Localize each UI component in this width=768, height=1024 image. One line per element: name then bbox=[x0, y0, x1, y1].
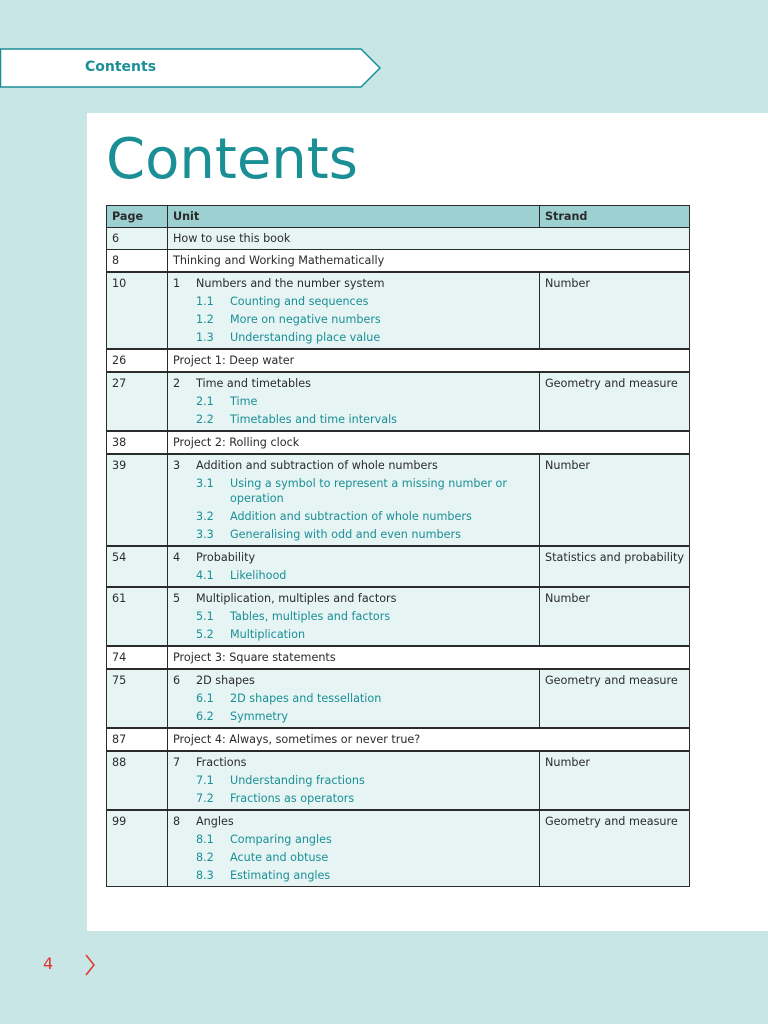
row-page-number: 99 bbox=[107, 810, 168, 887]
subunit-item bbox=[173, 294, 534, 309]
subunit-item bbox=[173, 868, 534, 883]
header-strand: Strand bbox=[540, 206, 690, 228]
unit-title: Angles bbox=[196, 815, 234, 828]
subunit-number: 4.1 bbox=[196, 569, 214, 582]
row-unit bbox=[168, 810, 540, 887]
table-row bbox=[107, 431, 690, 454]
row-page-number: 74 bbox=[107, 646, 168, 669]
contents-sheet bbox=[87, 113, 768, 931]
table-row bbox=[107, 349, 690, 372]
row-page-number: 26 bbox=[107, 349, 168, 372]
subunit-number: 1.1 bbox=[196, 295, 214, 308]
row-page-number: 38 bbox=[107, 431, 168, 454]
subunit-item bbox=[173, 476, 534, 506]
row-unit bbox=[168, 372, 540, 431]
table-row bbox=[107, 810, 690, 887]
subunit-title: Understanding fractions bbox=[230, 774, 365, 787]
row-page-number: 27 bbox=[107, 372, 168, 431]
subunit-item bbox=[173, 412, 534, 427]
unit-number: 7 bbox=[173, 756, 181, 769]
row-strand: Number bbox=[540, 751, 690, 810]
subunit-item bbox=[173, 791, 534, 806]
subunit-number: 5.2 bbox=[196, 628, 214, 641]
header-page: Page bbox=[107, 206, 168, 228]
table-row bbox=[107, 454, 690, 546]
row-unit bbox=[168, 587, 540, 646]
unit-heading bbox=[173, 276, 534, 291]
page-title: Contents bbox=[106, 127, 358, 192]
unit-heading bbox=[173, 814, 534, 829]
tab-arrow-shape bbox=[0, 48, 382, 90]
row-unit bbox=[168, 546, 540, 587]
subunit-title: Comparing angles bbox=[230, 833, 332, 846]
row-unit bbox=[168, 669, 540, 728]
subunit-number: 6.2 bbox=[196, 710, 214, 723]
row-strand: Geometry and measure bbox=[540, 669, 690, 728]
subunit-title: Understanding place value bbox=[230, 331, 381, 344]
subunit-number: 8.3 bbox=[196, 869, 214, 882]
unit-title: Fractions bbox=[196, 756, 247, 769]
row-strand: Geometry and measure bbox=[540, 372, 690, 431]
row-page-number: 87 bbox=[107, 728, 168, 751]
subunit-title: Generalising with odd and even numbers bbox=[230, 528, 461, 541]
row-page-number: 39 bbox=[107, 454, 168, 546]
subunit-item bbox=[173, 330, 534, 345]
subunit-number: 6.1 bbox=[196, 692, 214, 705]
subunit-item bbox=[173, 832, 534, 847]
subunit-item bbox=[173, 691, 534, 706]
row-page-number: 88 bbox=[107, 751, 168, 810]
contents-table-body bbox=[107, 228, 690, 887]
subunit-number: 3.3 bbox=[196, 528, 214, 541]
subunit-title: Likelihood bbox=[230, 569, 287, 582]
row-page-number: 54 bbox=[107, 546, 168, 587]
subunit-title: More on negative numbers bbox=[230, 313, 381, 326]
subunit-title: Timetables and time intervals bbox=[230, 413, 398, 426]
subunit-title: Multiplication bbox=[230, 628, 306, 641]
subunit-item bbox=[173, 627, 534, 642]
row-strand: Number bbox=[540, 587, 690, 646]
subunit-item bbox=[173, 509, 534, 524]
row-title: Thinking and Working Mathematically bbox=[168, 250, 690, 273]
subunit-number: 2.1 bbox=[196, 395, 214, 408]
unit-number: 1 bbox=[173, 277, 181, 290]
unit-number: 5 bbox=[173, 592, 181, 605]
unit-title: Time and timetables bbox=[196, 377, 311, 390]
subunit-item bbox=[173, 527, 534, 542]
row-project: Project 4: Always, sometimes or never true? bbox=[168, 728, 690, 751]
unit-number: 4 bbox=[173, 551, 181, 564]
subunit-number: 8.2 bbox=[196, 851, 214, 864]
subunit-number: 3.2 bbox=[196, 510, 214, 523]
subunit-number: 5.1 bbox=[196, 610, 214, 623]
unit-heading bbox=[173, 550, 534, 565]
row-strand: Number bbox=[540, 272, 690, 349]
row-unit bbox=[168, 454, 540, 546]
subunit-title: Acute and obtuse bbox=[230, 851, 329, 864]
table-row bbox=[107, 669, 690, 728]
subunit-title: 2D shapes and tessellation bbox=[230, 692, 382, 705]
subunit-item bbox=[173, 609, 534, 624]
row-page-number: 6 bbox=[107, 228, 168, 250]
row-strand: Number bbox=[540, 454, 690, 546]
subunit-number: 3.1 bbox=[196, 477, 214, 490]
chevron-right-icon bbox=[84, 953, 96, 977]
unit-number: 2 bbox=[173, 377, 181, 390]
row-unit bbox=[168, 272, 540, 349]
unit-title: Numbers and the number system bbox=[196, 277, 385, 290]
subunit-item bbox=[173, 568, 534, 583]
subunit-item bbox=[173, 773, 534, 788]
row-page-number: 61 bbox=[107, 587, 168, 646]
subunit-title: Using a symbol to represent a missing number or operation bbox=[230, 477, 507, 505]
section-tab-label: Contents bbox=[85, 59, 157, 75]
subunit-number: 7.2 bbox=[196, 792, 214, 805]
subunit-title: Symmetry bbox=[230, 710, 289, 723]
section-tab bbox=[0, 48, 380, 88]
row-unit bbox=[168, 751, 540, 810]
table-row bbox=[107, 372, 690, 431]
row-strand: Statistics and probability bbox=[540, 546, 690, 587]
unit-title: Addition and subtraction of whole numbers bbox=[196, 459, 438, 472]
unit-heading bbox=[173, 591, 534, 606]
unit-heading bbox=[173, 673, 534, 688]
unit-number: 3 bbox=[173, 459, 181, 472]
subunit-title: Time bbox=[230, 395, 258, 408]
header-unit: Unit bbox=[168, 206, 540, 228]
unit-heading bbox=[173, 376, 534, 391]
row-page-number: 10 bbox=[107, 272, 168, 349]
page-number: 4 bbox=[43, 954, 54, 973]
unit-number: 6 bbox=[173, 674, 181, 687]
row-page-number: 8 bbox=[107, 250, 168, 273]
subunit-title: Tables, multiples and factors bbox=[230, 610, 391, 623]
unit-heading bbox=[173, 458, 534, 473]
subunit-item bbox=[173, 709, 534, 724]
table-row bbox=[107, 228, 690, 250]
row-project: Project 3: Square statements bbox=[168, 646, 690, 669]
table-row bbox=[107, 546, 690, 587]
table-row bbox=[107, 250, 690, 273]
unit-title: 2D shapes bbox=[196, 674, 255, 687]
table-header-row bbox=[107, 206, 690, 228]
subunit-title: Counting and sequences bbox=[230, 295, 369, 308]
contents-table bbox=[106, 205, 690, 887]
row-strand: Geometry and measure bbox=[540, 810, 690, 887]
table-row bbox=[107, 751, 690, 810]
row-project: Project 1: Deep water bbox=[168, 349, 690, 372]
subunit-title: Estimating angles bbox=[230, 869, 331, 882]
row-title: How to use this book bbox=[168, 228, 690, 250]
subunit-number: 1.2 bbox=[196, 313, 214, 326]
subunit-title: Fractions as operators bbox=[230, 792, 355, 805]
subunit-item bbox=[173, 312, 534, 327]
unit-title: Multiplication, multiples and factors bbox=[196, 592, 397, 605]
row-page-number: 75 bbox=[107, 669, 168, 728]
unit-heading bbox=[173, 755, 534, 770]
subunit-item bbox=[173, 850, 534, 865]
subunit-number: 2.2 bbox=[196, 413, 214, 426]
table-row bbox=[107, 272, 690, 349]
subunit-number: 8.1 bbox=[196, 833, 214, 846]
subunit-item bbox=[173, 394, 534, 409]
table-row bbox=[107, 728, 690, 751]
subunit-number: 1.3 bbox=[196, 331, 214, 344]
unit-number: 8 bbox=[173, 815, 181, 828]
table-row bbox=[107, 646, 690, 669]
table-row bbox=[107, 587, 690, 646]
subunit-title: Addition and subtraction of whole numbers bbox=[230, 510, 472, 523]
unit-title: Probability bbox=[196, 551, 256, 564]
subunit-number: 7.1 bbox=[196, 774, 214, 787]
row-project: Project 2: Rolling clock bbox=[168, 431, 690, 454]
